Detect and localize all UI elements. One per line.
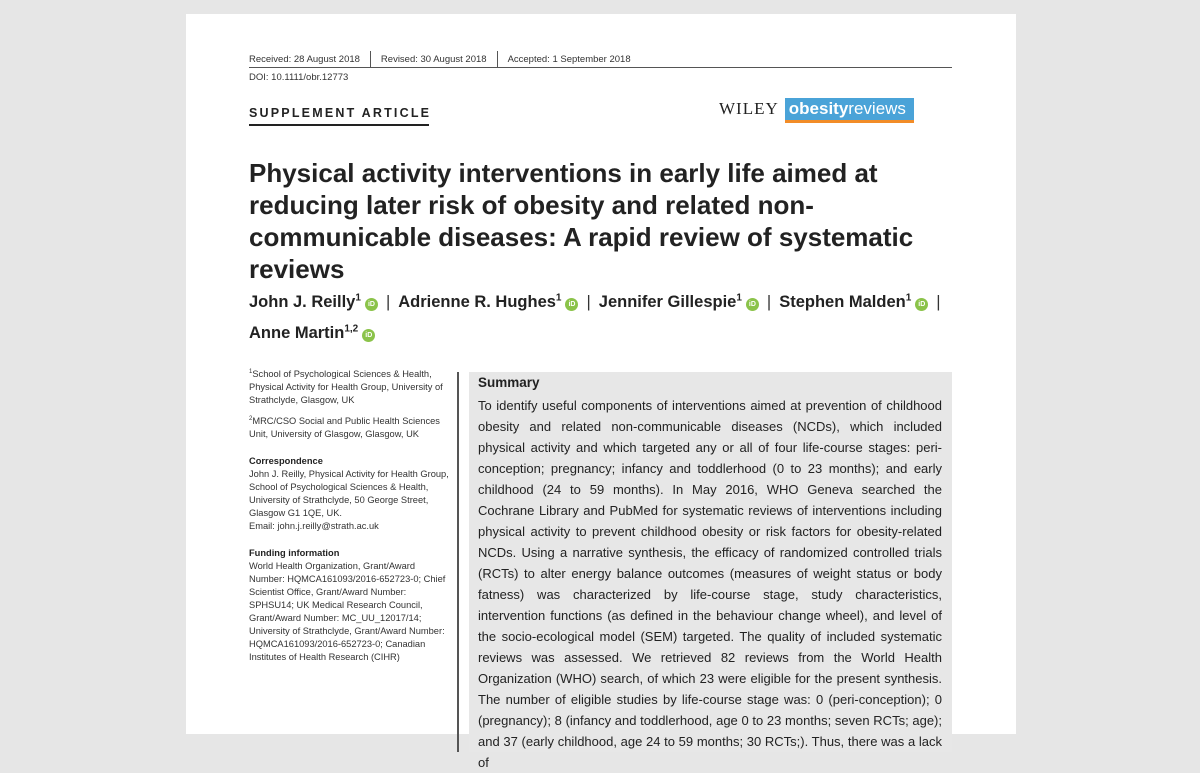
- author-separator: |: [766, 292, 772, 311]
- author-affiliation-mark: 1: [905, 292, 912, 303]
- author-separator: |: [385, 292, 391, 311]
- date-separator: [370, 51, 371, 67]
- article-type: SUPPLEMENT ARTICLE: [249, 106, 432, 120]
- affiliation: [249, 413, 449, 441]
- summary-divider: [457, 372, 459, 752]
- author-affiliation-mark: 1,2: [344, 323, 359, 335]
- article-page: [186, 14, 1016, 770]
- orcid-icon[interactable]: iD: [362, 329, 375, 342]
- author-name: John J. Reilly: [249, 292, 356, 311]
- journal-logo: [719, 98, 914, 120]
- author-name: Anne Martin: [249, 324, 345, 342]
- author[interactable]: [599, 293, 759, 311]
- author-name: Adrienne R. Hughes: [398, 292, 556, 311]
- summary-heading: Summary: [478, 375, 540, 390]
- publisher-name: WILEY: [719, 99, 779, 118]
- summary-text: To identify useful components of interventions aimed at prevention of childhood obesity and related non-communicable diseases (NCDs), which included physical activity and which targeted any or all of four life-course stages: peri-conception; pregnancy; infancy and toddlerhood (0 to 23 months); and early childhood (24 to 59 months). In May 2016, WHO Geneva searched the Cochrane Library and PubMed for systematic reviews of interventions including physical activity to prevent childhood obesity or risk factors for obesity-related NCDs. Using a narrative synthesis, the efficacy of randomized controlled trials (RCTs) to alter energy balance outcomes (measures of weight status or body fatness) was characterized by life-course stage, study characteristics, intervention functions (as defined in the behaviour change wheel), and level of the socio-ecological model (SEM) targeted. The quality of included systematic reviews was assessed. We retrieved 82 reviews from the World Health Organization (WHO) search, of which 23 were eligible for the present synthesis. The number of eligible studies by life-course stage was: 0 (peri-conception); 0 (pregnancy); 8 (infancy and toddlerhood, age 0 to 23 months; seven RCTs; age); and 37 (early childhood, age 24 to 59 months; 30 RCTs;). Thus, there was a lack of: [478, 398, 942, 770]
- journal-badge: [785, 98, 914, 120]
- orcid-icon[interactable]: iD: [746, 298, 759, 311]
- funding-heading: Funding information: [249, 548, 340, 559]
- author-affiliation-mark: 1: [355, 292, 361, 303]
- author[interactable]: [779, 293, 928, 311]
- orcid-icon[interactable]: iD: [365, 298, 378, 311]
- author-list: [249, 284, 969, 347]
- header-rule: [249, 67, 952, 68]
- affiliation-text: School of Psychological Sciences & Health, Physical Activity for Health Group, University of Strathclyde, Glasgow, UK: [249, 369, 443, 406]
- author-name: Stephen Malden: [779, 292, 906, 311]
- correspondence-email[interactable]: Email: john.j.reilly@strath.ac.uk: [249, 521, 379, 532]
- affiliation-number: 2: [249, 416, 253, 423]
- orcid-icon[interactable]: iD: [565, 298, 578, 311]
- received-date: Received: 28 August 2018: [249, 53, 360, 65]
- orcid-icon[interactable]: iD: [915, 298, 928, 311]
- author-affiliation-mark: 1: [555, 292, 562, 303]
- correspondence-text: John J. Reilly, Physical Activity for Health Group, School of Psychological Sciences & Health, University of Strathclyde, 50 George Street, Glasgow G1 1QE, UK.: [249, 469, 449, 519]
- revised-date: Revised: 30 August 2018: [380, 53, 487, 65]
- author[interactable]: [249, 293, 378, 311]
- publication-dates: [249, 51, 631, 67]
- doi[interactable]: DOI: 10.1111/obr.12773: [249, 72, 349, 83]
- correspondence-heading: Correspondence: [249, 456, 323, 467]
- funding-text: World Health Organization, Grant/Award Number: HQMCA161093/2016-652723-0; Chief Scientist Office, Grant/Award Number: SPHSU14; UK Medical Research Council, Grant/Award Number: MC_UU_12017/14; University of Strathclyde, Grant/Award Number: HQMCA161093/2016-652723-0; Canadian Institutes of Health Research (CIHR): [249, 561, 446, 663]
- summary-box: [469, 372, 952, 770]
- author-separator: |: [586, 292, 591, 311]
- article-title: Physical activity interventions in early life aimed at reducing later risk of obesity and related non-communicable diseases: A rapid review of systematic reviews: [249, 158, 914, 284]
- journal-name-regular: reviews: [848, 99, 906, 118]
- journal-name-bold: obesity: [788, 99, 849, 118]
- affiliation-text: MRC/CSO Social and Public Health Sciences Unit, University of Glasgow, Glasgow, UK: [249, 416, 440, 440]
- article-type-underline: [249, 124, 429, 126]
- date-separator: [497, 51, 498, 67]
- affiliation-number: 1: [249, 369, 253, 375]
- author[interactable]: [398, 293, 578, 311]
- author-separator: |: [936, 292, 941, 311]
- author-affiliation-mark: 1: [736, 292, 742, 303]
- author-name: Jennifer Gillespie: [598, 292, 737, 311]
- article-sidebar: [249, 366, 449, 664]
- author[interactable]: [249, 324, 375, 342]
- affiliation: [249, 366, 449, 407]
- accepted-date: Accepted: 1 September 2018: [507, 53, 631, 65]
